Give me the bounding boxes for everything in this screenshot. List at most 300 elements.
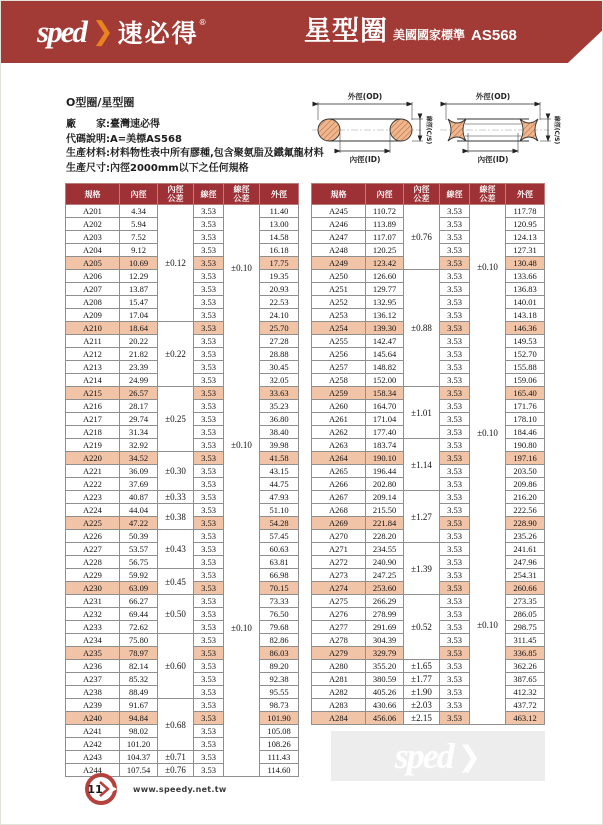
id-cell: 107.54 — [120, 764, 158, 777]
cs-cell: 3.53 — [440, 660, 470, 673]
id-cell: 78.97 — [120, 647, 158, 660]
od-cell: 43.15 — [260, 465, 299, 478]
od-cell: 27.28 — [260, 335, 299, 348]
cs-cell: 3.53 — [440, 699, 470, 712]
id-cell: 132.95 — [366, 296, 404, 309]
cs-cell: 3.53 — [194, 491, 224, 504]
intro-line-manufacturer: 廠 家:臺灣速必得 — [66, 119, 160, 130]
cs-cell: 3.53 — [194, 309, 224, 322]
spec-cell: A219 — [66, 439, 120, 452]
od-cell: 108.26 — [260, 738, 299, 751]
cs-cell: 3.53 — [194, 283, 224, 296]
spec-cell: A223 — [66, 491, 120, 504]
spec-cell: A266 — [312, 478, 366, 491]
spec-cell: A278 — [312, 634, 366, 647]
spec-cell: A264 — [312, 452, 366, 465]
oring-cross-section-left — [318, 119, 340, 141]
id-tol-cell: ±0.88 — [404, 270, 440, 387]
cs-cell: 3.53 — [440, 634, 470, 647]
id-tol-cell: ±0.68 — [158, 699, 194, 751]
id-cell: 152.00 — [366, 374, 404, 387]
od-cell: 362.26 — [506, 660, 545, 673]
id-cell: 266.29 — [366, 595, 404, 608]
id-cell: 24.99 — [120, 374, 158, 387]
cs-tol-label: ±0.10 — [477, 428, 498, 439]
spec-cell: A218 — [66, 426, 120, 439]
cs-cell: 3.53 — [194, 374, 224, 387]
od-cell: 30.45 — [260, 361, 299, 374]
cs-cell: 3.53 — [194, 517, 224, 530]
id-tol-cell: ±0.60 — [158, 634, 194, 699]
id-cell: 40.87 — [120, 491, 158, 504]
id-cell: 228.20 — [366, 530, 404, 543]
spec-cell: A205 — [66, 257, 120, 270]
od-cell: 57.45 — [260, 530, 299, 543]
id-cell: 177.40 — [366, 426, 404, 439]
id-cell: 129.77 — [366, 283, 404, 296]
table-row — [66, 634, 299, 647]
id-cell: 82.14 — [120, 660, 158, 673]
intro-line-size: 生產尺寸:內徑2000mm以下之任何規格 — [66, 162, 249, 174]
cs-cell: 3.53 — [194, 660, 224, 673]
id-tol-cell: ±1.77 — [404, 673, 440, 686]
cs-cell: 3.53 — [194, 426, 224, 439]
cs-cell: 3.53 — [440, 556, 470, 569]
product-intro — [66, 94, 324, 176]
table-row — [66, 530, 299, 543]
spec-cell: A234 — [66, 634, 120, 647]
spec-cell: A211 — [66, 335, 120, 348]
id-cell: 136.12 — [366, 309, 404, 322]
table-row — [66, 699, 299, 712]
od-cell: 70.15 — [260, 582, 299, 595]
id-tol-cell: ±0.33 — [158, 491, 194, 504]
od-cell: 24.10 — [260, 309, 299, 322]
spec-cell: A280 — [312, 660, 366, 673]
id-cell: 113.89 — [366, 218, 404, 231]
id-cell: 63.09 — [120, 582, 158, 595]
cs-cell: 3.53 — [194, 244, 224, 257]
cs-cell: 3.53 — [440, 569, 470, 582]
col-header-cs-tol: 線徑 公差 — [470, 184, 506, 205]
id-cell: 117.07 — [366, 231, 404, 244]
od-cell: 286.05 — [506, 608, 545, 621]
spec-cell: A237 — [66, 673, 120, 686]
od-dimension-label: 外徑(OD) — [347, 92, 383, 101]
cs-cell: 3.53 — [194, 400, 224, 413]
cs-cell: 3.53 — [440, 231, 470, 244]
od-cell: 86.03 — [260, 647, 299, 660]
id-cell: 94.84 — [120, 712, 158, 725]
od-cell: 41.58 — [260, 452, 299, 465]
table-row — [312, 205, 545, 218]
od-cell: 14.58 — [260, 231, 299, 244]
table-row — [312, 673, 545, 686]
id-cell: 430.66 — [366, 699, 404, 712]
id-cell: 28.17 — [120, 400, 158, 413]
id-tol-cell: ±1.01 — [404, 387, 440, 439]
spec-cell: A201 — [66, 205, 120, 218]
id-cell: 291.69 — [366, 621, 404, 634]
id-cell: 69.44 — [120, 608, 158, 621]
od-cell: 336.85 — [506, 647, 545, 660]
cs-cell: 3.53 — [440, 426, 470, 439]
od-cell: 216.20 — [506, 491, 545, 504]
cs-cell: 3.53 — [440, 244, 470, 257]
id-cell: 50.39 — [120, 530, 158, 543]
spec-cell: A204 — [66, 244, 120, 257]
od-cell: 235.26 — [506, 530, 545, 543]
id-cell: 85.32 — [120, 673, 158, 686]
cs-cell: 3.53 — [194, 335, 224, 348]
id-cell: 253.60 — [366, 582, 404, 595]
id-cell: 148.82 — [366, 361, 404, 374]
id-cell: 23.39 — [120, 361, 158, 374]
spec-cell: A260 — [312, 400, 366, 413]
spec-cell: A267 — [312, 491, 366, 504]
spec-cell: A243 — [66, 751, 120, 764]
cs-cell: 3.53 — [194, 322, 224, 335]
cs-cell: 3.53 — [440, 595, 470, 608]
spec-cell: A229 — [66, 569, 120, 582]
cs-cell: 3.53 — [194, 270, 224, 283]
od-cell: 39.98 — [260, 439, 299, 452]
cs-cell: 3.53 — [440, 504, 470, 517]
oring-cross-section-right — [390, 119, 412, 141]
intro-heading: O型圈/星型圈 — [66, 96, 135, 109]
id-cell: 5.94 — [120, 218, 158, 231]
od-cell: 25.70 — [260, 322, 299, 335]
od-cell: 136.83 — [506, 283, 545, 296]
xring-cross-section-right — [520, 119, 538, 141]
cs-cell: 3.53 — [440, 205, 470, 218]
spec-cell: A263 — [312, 439, 366, 452]
od-cell: 92.38 — [260, 673, 299, 686]
cs-cell: 3.53 — [440, 621, 470, 634]
od-cell: 127.31 — [506, 244, 545, 257]
col-header-id-tol: 內徑 公差 — [158, 184, 194, 205]
table-row — [66, 569, 299, 582]
cs-cell: 3.53 — [440, 270, 470, 283]
id-cell: 37.69 — [120, 478, 158, 491]
id-cell: 247.25 — [366, 569, 404, 582]
table-row — [312, 712, 545, 725]
od-cell: 152.70 — [506, 348, 545, 361]
col-header-od: 外徑 — [260, 184, 299, 205]
spec-cell: A262 — [312, 426, 366, 439]
id-cell: 72.62 — [120, 621, 158, 634]
cs-cell: 3.53 — [440, 712, 470, 725]
title-standard: AS568 — [471, 27, 517, 44]
cs-cell: 3.53 — [440, 582, 470, 595]
id-cell: 142.47 — [366, 335, 404, 348]
table-row — [312, 686, 545, 699]
id-cell: 209.14 — [366, 491, 404, 504]
cs-cell: 3.53 — [194, 231, 224, 244]
id-dimension-label: 內徑(ID) — [477, 155, 509, 164]
id-cell: 104.37 — [120, 751, 158, 764]
id-cell: 56.75 — [120, 556, 158, 569]
id-cell: 101.20 — [120, 738, 158, 751]
cs-dimension-label: 線徑(C/S) — [553, 115, 560, 145]
cs-cell: 3.53 — [440, 686, 470, 699]
id-tol-cell: ±0.71 — [158, 751, 194, 764]
spec-cell: A213 — [66, 361, 120, 374]
table-row — [66, 205, 299, 218]
cs-tol-label: ±0.10 — [477, 262, 498, 273]
od-cell: 171.76 — [506, 400, 545, 413]
id-cell: 32.92 — [120, 439, 158, 452]
id-cell: 190.10 — [366, 452, 404, 465]
company-logo — [37, 14, 207, 50]
od-cell: 60.63 — [260, 543, 299, 556]
id-cell: 36.09 — [120, 465, 158, 478]
id-cell: 405.26 — [366, 686, 404, 699]
id-cell: 12.29 — [120, 270, 158, 283]
cs-cell: 3.53 — [194, 504, 224, 517]
cs-cell: 3.53 — [440, 400, 470, 413]
od-cell: 13.00 — [260, 218, 299, 231]
od-cell: 146.36 — [506, 322, 545, 335]
od-cell: 311.45 — [506, 634, 545, 647]
od-cell: 22.53 — [260, 296, 299, 309]
cs-cell: 3.53 — [194, 361, 224, 374]
od-cell: 66.98 — [260, 569, 299, 582]
spec-cell: A249 — [312, 257, 366, 270]
spec-cell: A276 — [312, 608, 366, 621]
id-cell: 380.59 — [366, 673, 404, 686]
od-cell: 38.40 — [260, 426, 299, 439]
cs-tol-cell — [224, 205, 260, 777]
id-cell: 13.87 — [120, 283, 158, 296]
cs-cell: 3.53 — [194, 348, 224, 361]
id-cell: 110.72 — [366, 205, 404, 218]
col-header-cs: 線徑 — [440, 184, 470, 205]
id-tol-cell: ±0.76 — [404, 205, 440, 270]
spec-cell: A274 — [312, 582, 366, 595]
cs-cell: 3.53 — [440, 478, 470, 491]
id-cell: 329.79 — [366, 647, 404, 660]
xring-cross-section-left — [448, 119, 466, 141]
spec-cell: A251 — [312, 283, 366, 296]
id-tol-cell: ±1.90 — [404, 686, 440, 699]
id-cell: 31.34 — [120, 426, 158, 439]
id-cell: 120.25 — [366, 244, 404, 257]
website-url: www.speedy.net.tw — [133, 784, 227, 794]
id-cell: 59.92 — [120, 569, 158, 582]
col-header-spec: 規格 — [312, 184, 366, 205]
id-tol-cell: ±0.43 — [158, 530, 194, 569]
cs-tol-label: ±0.10 — [477, 620, 498, 631]
id-cell: 44.04 — [120, 504, 158, 517]
od-cell: 140.01 — [506, 296, 545, 309]
spec-cell: A217 — [66, 413, 120, 426]
spec-cell: A248 — [312, 244, 366, 257]
spec-cell: A220 — [66, 452, 120, 465]
id-cell: 240.90 — [366, 556, 404, 569]
table-row — [66, 504, 299, 517]
cs-cell: 3.53 — [440, 374, 470, 387]
od-cell: 11.40 — [260, 205, 299, 218]
cs-cell: 3.53 — [194, 530, 224, 543]
od-cell: 47.93 — [260, 491, 299, 504]
spec-cell: A272 — [312, 556, 366, 569]
od-cell: 28.88 — [260, 348, 299, 361]
od-cell: 73.33 — [260, 595, 299, 608]
watermark-block — [331, 731, 545, 781]
table-row — [66, 491, 299, 504]
od-cell: 130.48 — [506, 257, 545, 270]
od-cell: 241.61 — [506, 543, 545, 556]
cs-cell: 3.53 — [194, 634, 224, 647]
spec-cell: A281 — [312, 673, 366, 686]
cs-cell: 3.53 — [194, 413, 224, 426]
od-cell: 184.46 — [506, 426, 545, 439]
spec-cell: A246 — [312, 218, 366, 231]
spec-cell: A230 — [66, 582, 120, 595]
spec-cell: A277 — [312, 621, 366, 634]
registered-mark: ® — [198, 17, 207, 27]
cs-cell: 3.53 — [194, 725, 224, 738]
od-cell: 117.78 — [506, 205, 545, 218]
id-cell: 126.60 — [366, 270, 404, 283]
oring-section-diagram — [311, 89, 438, 171]
id-cell: 234.55 — [366, 543, 404, 556]
od-cell: 17.75 — [260, 257, 299, 270]
spec-cell: A228 — [66, 556, 120, 569]
logo-chinese-text: 速必得 — [117, 19, 199, 48]
od-cell: 98.73 — [260, 699, 299, 712]
od-cell: 155.88 — [506, 361, 545, 374]
spec-cell: A235 — [66, 647, 120, 660]
table-row — [66, 751, 299, 764]
od-cell: 412.32 — [506, 686, 545, 699]
table-row — [66, 387, 299, 400]
cs-cell: 3.53 — [440, 413, 470, 426]
spec-cell: A236 — [66, 660, 120, 673]
od-cell: 54.28 — [260, 517, 299, 530]
table-row — [312, 595, 545, 608]
cs-cell: 3.53 — [194, 218, 224, 231]
id-tol-cell: ±0.12 — [158, 205, 194, 322]
cs-cell: 3.53 — [440, 517, 470, 530]
od-cell: 76.50 — [260, 608, 299, 621]
cs-cell: 3.53 — [440, 439, 470, 452]
cs-cell: 3.53 — [440, 452, 470, 465]
id-cell: 304.39 — [366, 634, 404, 647]
cs-tol-label: ±0.10 — [231, 439, 252, 450]
col-header-od: 外徑 — [506, 184, 545, 205]
od-cell: 105.08 — [260, 725, 299, 738]
spec-cell: A253 — [312, 309, 366, 322]
id-cell: 10.69 — [120, 257, 158, 270]
table-row — [312, 543, 545, 556]
cs-cell: 3.53 — [194, 764, 224, 777]
id-cell: 145.64 — [366, 348, 404, 361]
table-row — [312, 491, 545, 504]
cs-cell: 3.53 — [194, 543, 224, 556]
cs-cell: 3.53 — [194, 387, 224, 400]
cs-cell: 3.53 — [440, 387, 470, 400]
cs-tol-label: ±0.10 — [231, 622, 252, 633]
spec-cell: A256 — [312, 348, 366, 361]
spec-cell: A212 — [66, 348, 120, 361]
spec-cell: A273 — [312, 569, 366, 582]
cs-cell: 3.53 — [440, 361, 470, 374]
spec-cell: A206 — [66, 270, 120, 283]
id-tol-cell: ±1.65 — [404, 660, 440, 673]
col-header-id: 內徑 — [366, 184, 404, 205]
id-tol-cell: ±0.76 — [158, 764, 194, 777]
id-cell: 21.82 — [120, 348, 158, 361]
spec-cell: A208 — [66, 296, 120, 309]
id-cell: 75.80 — [120, 634, 158, 647]
title-main: 星型圈 — [304, 16, 388, 47]
id-cell: 4.34 — [120, 205, 158, 218]
spec-cell: A242 — [66, 738, 120, 751]
spec-cell: A224 — [66, 504, 120, 517]
id-cell: 26.57 — [120, 387, 158, 400]
od-cell: 33.63 — [260, 387, 299, 400]
cs-cell: 3.53 — [440, 335, 470, 348]
spec-cell: A259 — [312, 387, 366, 400]
cs-cell: 3.53 — [194, 673, 224, 686]
cs-cell: 3.53 — [440, 647, 470, 660]
spec-cell: A226 — [66, 530, 120, 543]
id-cell: 123.42 — [366, 257, 404, 270]
cs-cell: 3.53 — [440, 530, 470, 543]
id-cell: 7.52 — [120, 231, 158, 244]
spec-cell: A245 — [312, 205, 366, 218]
cs-cell: 3.53 — [440, 309, 470, 322]
spec-cell: A265 — [312, 465, 366, 478]
od-cell: 19.35 — [260, 270, 299, 283]
cs-cell: 3.53 — [194, 738, 224, 751]
spec-cell: A233 — [66, 621, 120, 634]
spec-cell: A222 — [66, 478, 120, 491]
cs-tol-cell — [470, 205, 506, 725]
id-cell: 196.44 — [366, 465, 404, 478]
id-tol-cell: ±2.15 — [404, 712, 440, 725]
cs-cell: 3.53 — [440, 465, 470, 478]
od-cell: 133.66 — [506, 270, 545, 283]
spec-cell: A238 — [66, 686, 120, 699]
od-cell: 254.31 — [506, 569, 545, 582]
od-cell: 165.40 — [506, 387, 545, 400]
od-cell: 51.10 — [260, 504, 299, 517]
spec-cell: A207 — [66, 283, 120, 296]
spec-cell: A275 — [312, 595, 366, 608]
cs-cell: 3.53 — [194, 257, 224, 270]
id-cell: 47.22 — [120, 517, 158, 530]
page-footer — [83, 771, 227, 807]
spec-table-right — [311, 183, 545, 725]
od-cell: 16.18 — [260, 244, 299, 257]
intro-line-code: 代碼說明:A=美標AS568 — [66, 133, 182, 145]
cs-cell: 3.53 — [194, 478, 224, 491]
cs-cell: 3.53 — [194, 556, 224, 569]
id-cell: 34.52 — [120, 452, 158, 465]
col-header-id-tol: 內徑 公差 — [404, 184, 440, 205]
intro-line-material: 生產材料:材料物性表中所有膠種,包含聚氨脂及鐵氟龍材料 — [66, 148, 324, 160]
spec-cell: A209 — [66, 309, 120, 322]
id-cell: 53.57 — [120, 543, 158, 556]
cs-cell: 3.53 — [440, 322, 470, 335]
spec-cell: A232 — [66, 608, 120, 621]
spec-cell: A244 — [66, 764, 120, 777]
table-row — [66, 595, 299, 608]
spec-cell: A239 — [66, 699, 120, 712]
